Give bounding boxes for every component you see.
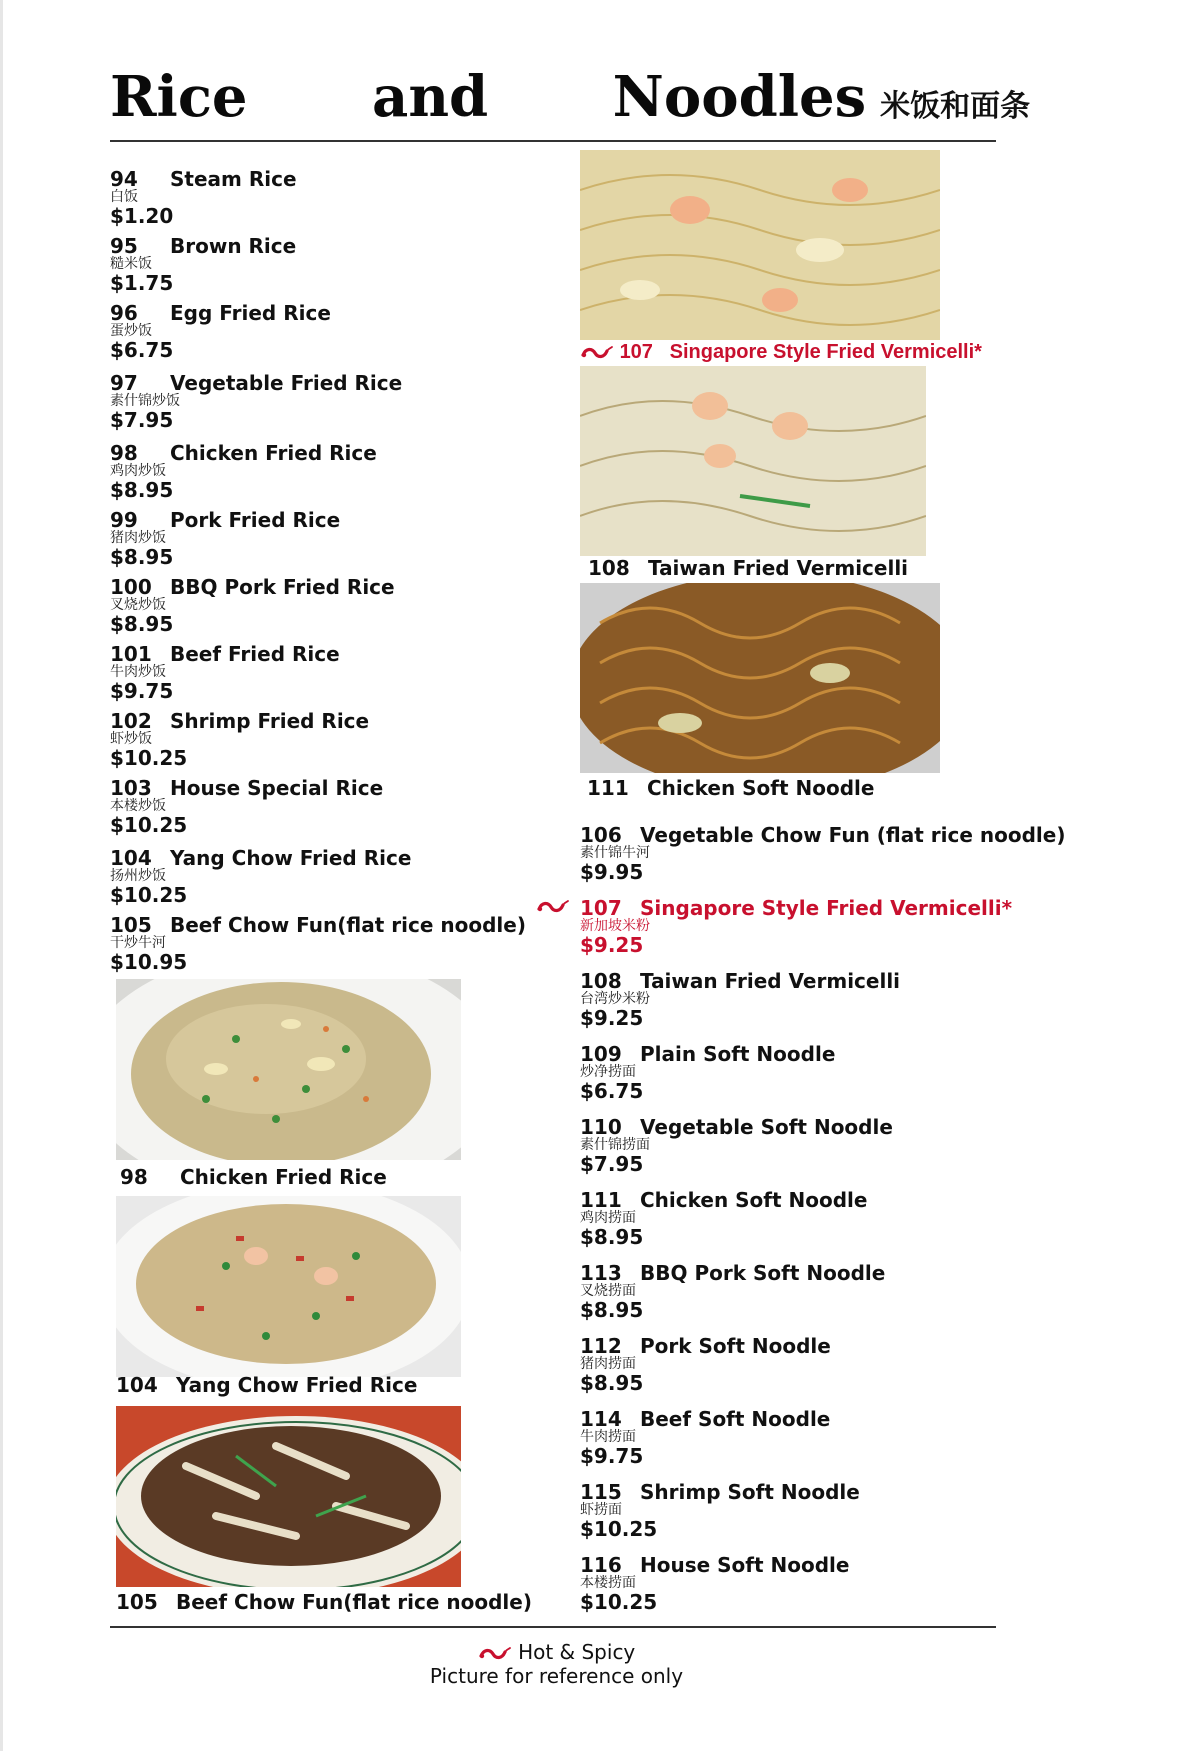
item-price: $6.75 — [580, 1079, 644, 1103]
item-name: Vegetable Fried Rice — [170, 371, 403, 395]
item-number: 94 — [110, 167, 138, 191]
footer-note: Picture for reference only — [429, 1664, 684, 1688]
item-chinese-name: 鸡肉捞面 — [580, 1210, 636, 1226]
item-number: 110 — [580, 1115, 622, 1139]
item-number: 111 — [580, 1188, 622, 1212]
item-number: 100 — [110, 575, 152, 599]
item-number: 99 — [110, 508, 138, 532]
item-name: Beef Chow Fun(flat rice noodle) — [170, 913, 526, 937]
menu-item-114 — [580, 1408, 1020, 1467]
item-chinese-name: 新加坡米粉 — [580, 918, 650, 934]
item-number: 112 — [580, 1334, 622, 1358]
item-number: 97 — [110, 371, 138, 395]
item-price: $10.25 — [580, 1517, 658, 1541]
item-name: Chicken Fried Rice — [170, 441, 377, 465]
photo-chicken-soft-noodle — [580, 583, 940, 773]
item-price: $8.95 — [110, 478, 174, 502]
item-price: $8.95 — [110, 545, 174, 569]
item-price: $10.25 — [110, 746, 188, 770]
item-name: Pork Fried Rice — [170, 508, 341, 532]
item-name: Shrimp Soft Noodle — [640, 1480, 860, 1504]
photo-beef-chow-fun — [116, 1406, 461, 1587]
item-price: $7.95 — [110, 408, 174, 432]
photo-caption-98: 98 Chicken Fried Rice — [120, 1165, 387, 1189]
item-price: $1.75 — [110, 271, 174, 295]
item-price: $10.25 — [110, 883, 188, 907]
menu-item-109 — [580, 1043, 1020, 1102]
item-name: Beef Soft Noodle — [640, 1407, 831, 1431]
chili-pepper-icon — [478, 1646, 512, 1662]
item-number: 103 — [110, 776, 152, 800]
item-chinese-name: 本楼捞面 — [580, 1575, 636, 1591]
item-chinese-name: 台湾炒米粉 — [580, 991, 650, 1007]
menu-item-94 — [110, 168, 550, 227]
item-chinese-name: 素什锦炒饭 — [110, 393, 180, 409]
item-number: 109 — [580, 1042, 622, 1066]
item-number: 116 — [580, 1553, 622, 1577]
item-number: 98 — [110, 441, 138, 465]
item-number: 95 — [110, 234, 138, 258]
menu-item-95 — [110, 235, 550, 294]
item-price: $10.95 — [110, 950, 188, 974]
item-price: $8.95 — [580, 1371, 644, 1395]
item-number: 114 — [580, 1407, 622, 1431]
item-price: $9.25 — [580, 1006, 644, 1030]
item-price: $8.95 — [110, 612, 174, 636]
item-name: BBQ Pork Fried Rice — [170, 575, 395, 599]
item-chinese-name: 干炒牛河 — [110, 935, 166, 951]
beef-chow-fun-image — [116, 1406, 461, 1587]
menu-item-102 — [110, 710, 550, 769]
menu-item-107 — [580, 897, 1020, 956]
photo-singapore-vermicelli — [580, 150, 940, 340]
item-chinese-name: 糙米饭 — [110, 256, 152, 272]
menu-item-106 — [580, 823, 1066, 884]
chili-pepper-icon — [580, 345, 614, 361]
item-number: 105 — [110, 913, 152, 937]
item-price: $9.25 — [580, 933, 644, 957]
singapore-vermicelli-image — [580, 150, 940, 340]
item-chinese-name: 白饭 — [110, 189, 138, 205]
page-edge — [0, 0, 3, 1751]
menu-item-96 — [110, 302, 550, 361]
item-chinese-name: 牛肉捞面 — [580, 1429, 636, 1445]
item-chinese-name: 猪肉炒饭 — [110, 530, 166, 546]
item-chinese-name: 扬州炒饭 — [110, 868, 166, 884]
footer-rule — [110, 1626, 996, 1628]
menu-item-111 — [580, 1189, 1020, 1248]
item-price: $10.25 — [580, 1590, 658, 1614]
item-name: Chicken Soft Noodle — [640, 1188, 868, 1212]
photo-caption-105: 105 Beef Chow Fun(flat rice noodle) — [116, 1590, 532, 1614]
item-number: 102 — [110, 709, 152, 733]
item-chinese-name: 鸡肉炒饭 — [110, 463, 166, 479]
item-name: House Soft Noodle — [640, 1553, 850, 1577]
item-chinese-name: 叉烧捞面 — [580, 1283, 636, 1299]
menu-item-100 — [110, 576, 550, 635]
item-number: 108 — [580, 969, 622, 993]
item-number: 96 — [110, 301, 138, 325]
photo-yang-chow-fried-rice — [116, 1196, 461, 1377]
item-name: Vegetable Chow Fun (flat rice noodle) — [640, 823, 1066, 847]
menu-item-105 — [110, 914, 550, 973]
item-price: $8.95 — [580, 1225, 644, 1249]
photo-taiwan-vermicelli — [580, 366, 926, 556]
item-name: Vegetable Soft Noodle — [640, 1115, 893, 1139]
title-chinese: 米饭和面条 — [880, 89, 1031, 124]
menu-item-113 — [580, 1262, 1020, 1321]
photo-caption-107: 107 Singapore Style Fried Vermicelli* — [580, 341, 982, 364]
item-price: $8.95 — [580, 1298, 644, 1322]
item-price: $1.20 — [110, 204, 174, 228]
item-name: Singapore Style Fried Vermicelli* — [640, 896, 1013, 920]
chicken-soft-noodle-image — [580, 583, 940, 773]
item-name: Yang Chow Fried Rice — [170, 846, 412, 870]
item-chinese-name: 蛋炒饭 — [110, 323, 152, 339]
item-name: Beef Fried Rice — [170, 642, 340, 666]
item-price: $9.75 — [580, 1444, 644, 1468]
item-number: 106 — [580, 823, 622, 847]
item-chinese-name: 虾捞面 — [580, 1502, 622, 1518]
chicken-fried-rice-image — [116, 979, 461, 1160]
item-name: Pork Soft Noodle — [640, 1334, 831, 1358]
item-chinese-name: 牛肉炒饭 — [110, 664, 166, 680]
item-name: BBQ Pork Soft Noodle — [640, 1261, 886, 1285]
item-name: Shrimp Fried Rice — [170, 709, 370, 733]
item-number: 115 — [580, 1480, 622, 1504]
footer-legend: Hot & Spicy — [0, 1640, 1113, 1664]
item-number: 101 — [110, 642, 152, 666]
item-price: $7.95 — [580, 1152, 644, 1176]
item-price: $9.95 — [580, 860, 644, 884]
item-price: $9.75 — [110, 679, 174, 703]
menu-item-99 — [110, 509, 550, 568]
item-chinese-name: 本楼炒饭 — [110, 798, 166, 814]
item-number: 113 — [580, 1261, 622, 1285]
item-name: Egg Fried Rice — [170, 301, 331, 325]
menu-item-112 — [580, 1335, 1020, 1394]
taiwan-vermicelli-image — [580, 366, 926, 556]
menu-item-98 — [110, 442, 550, 501]
menu-item-104 — [110, 847, 550, 906]
item-chinese-name: 素什锦捞面 — [580, 1137, 650, 1153]
photo-caption-108: 108 Taiwan Fried Vermicelli — [588, 556, 909, 580]
item-chinese-name: 猪肉捞面 — [580, 1356, 636, 1372]
item-name: Steam Rice — [170, 167, 297, 191]
item-name: Taiwan Fried Vermicelli — [640, 969, 901, 993]
item-chinese-name: 炒净捞面 — [580, 1064, 636, 1080]
yang-chow-fried-rice-image — [116, 1196, 461, 1377]
item-chinese-name: 虾炒饭 — [110, 731, 152, 747]
menu-item-110 — [580, 1116, 1020, 1175]
item-price: $6.75 — [110, 338, 174, 362]
menu-item-108 — [580, 970, 1020, 1029]
menu-item-103 — [110, 777, 550, 836]
page-title — [110, 64, 1030, 130]
menu-item-101 — [110, 643, 550, 702]
photo-caption-104: 104 Yang Chow Fried Rice — [116, 1373, 418, 1397]
item-name: Brown Rice — [170, 234, 297, 258]
photo-caption-111: 111 Chicken Soft Noodle — [587, 776, 875, 800]
title-english: Rice and Noodles — [110, 64, 867, 130]
photo-chicken-fried-rice — [116, 979, 461, 1160]
item-chinese-name: 素什锦牛河 — [580, 845, 650, 861]
item-number: 104 — [110, 846, 152, 870]
menu-item-116 — [580, 1554, 1020, 1613]
item-chinese-name: 叉烧炒饭 — [110, 597, 166, 613]
item-number: 107 — [580, 896, 622, 920]
item-name: House Special Rice — [170, 776, 384, 800]
item-price: $10.25 — [110, 813, 188, 837]
item-name: Plain Soft Noodle — [640, 1042, 836, 1066]
menu-item-115 — [580, 1481, 1020, 1540]
header-rule — [110, 140, 996, 142]
chili-pepper-icon — [536, 899, 570, 915]
menu-item-97 — [110, 372, 550, 431]
